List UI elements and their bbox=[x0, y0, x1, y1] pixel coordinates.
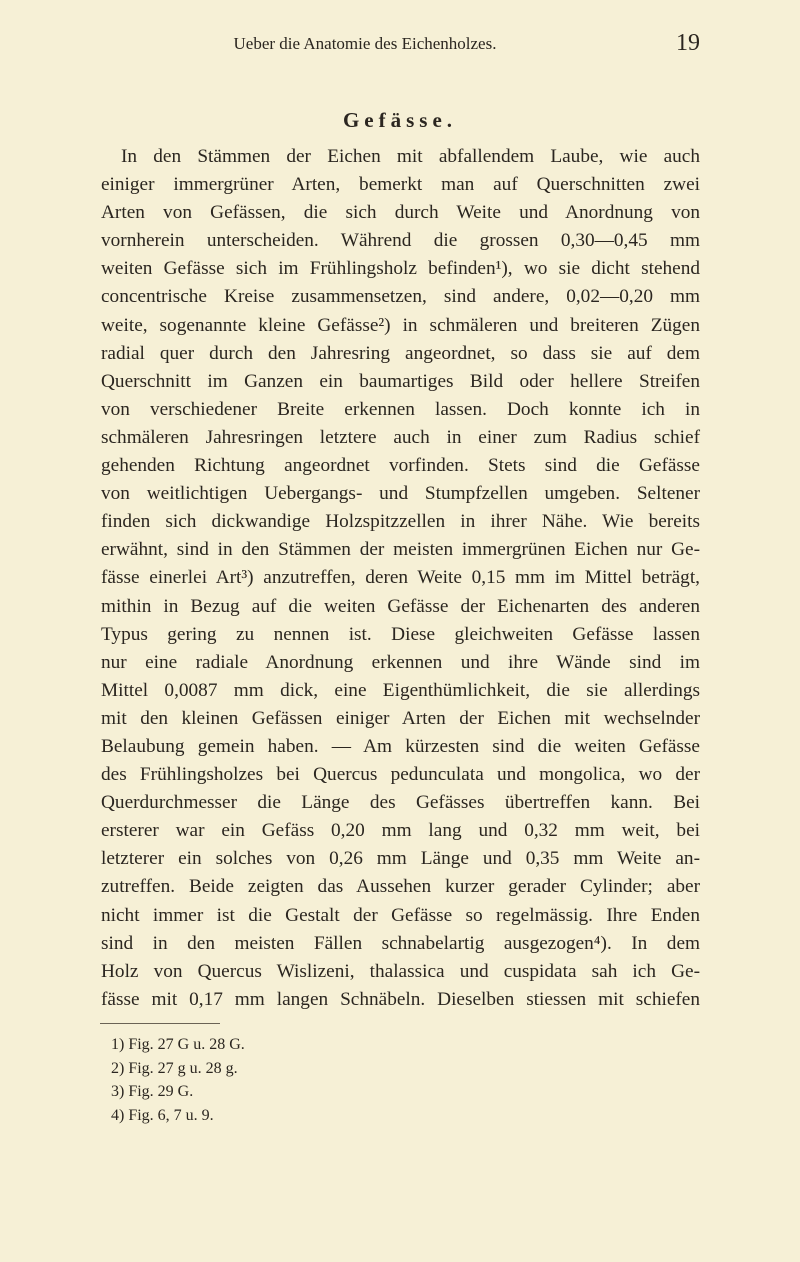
text-line: zutreffen. Beide zeigten das Aussehen kurzer gerader Cylinder; aber bbox=[101, 876, 700, 898]
footnotes bbox=[111, 1033, 245, 1127]
footnote: 2) Fig. 27 g u. 28 g. bbox=[111, 1059, 238, 1077]
text-line: In den Stämmen der Eichen mit abfallendem Laube, wie auch bbox=[121, 146, 700, 167]
text-line: von verschiedener Breite erkennen lassen. Doch konnte ich in bbox=[101, 398, 700, 420]
text-line: gehenden Richtung angeordnet vorfinden. Stets sind die Gefässe bbox=[101, 455, 700, 477]
text-line: Arten von Gefässen, die sich durch Weite und Anordnung von bbox=[101, 202, 700, 224]
footnote-divider bbox=[100, 1023, 220, 1024]
text-line: schmäleren Jahresringen letztere auch in einer zum Radius schief bbox=[101, 426, 700, 448]
footnote: 1) Fig. 27 G u. 28 G. bbox=[111, 1036, 245, 1053]
text-line: vornherein unterscheiden. Während die grossen 0,30—0,45 mm bbox=[101, 230, 700, 252]
text-line: mit den kleinen Gefässen einiger Arten der Eichen mit wechselnder bbox=[101, 707, 700, 729]
text-line: finden sich dickwandige Holzspitzzellen in ihrer Nähe. Wie bereits bbox=[101, 511, 700, 533]
text-line: letzterer ein solches von 0,26 mm Länge und 0,35 mm Weite an- bbox=[101, 848, 700, 870]
text-line: sind in den meisten Fällen schnabelartig ausgezogen⁴). In dem bbox=[101, 932, 700, 954]
text-line: des Frühlingsholzes bei Quercus pedunculata und mongolica, wo der bbox=[101, 764, 700, 786]
running-title: Ueber die Anatomie des Eichenholzes. bbox=[233, 34, 497, 53]
text-line: Querdurchmesser die Länge des Gefässes übertreffen kann. Bei bbox=[101, 792, 700, 814]
section-title: Gefässe. bbox=[342, 108, 458, 132]
footnote: 3) Fig. 29 G. bbox=[111, 1083, 194, 1100]
text-line: nicht immer ist die Gestalt der Gefässe so regelmässig. Ihre Enden bbox=[101, 904, 700, 926]
text-line: Querschnitt im Ganzen ein baumartiges Bild oder hellere Streifen bbox=[101, 370, 700, 392]
text-line: nur eine radiale Anordnung erkennen und ihre Wände sind im bbox=[101, 651, 700, 673]
text-line: Belaubung gemein haben. — Am kürzesten sind die weiten Gefässe bbox=[101, 735, 700, 757]
text-line: fässe einerlei Art³) anzutreffen, deren Weite 0,15 mm im Mittel beträgt, bbox=[101, 567, 700, 589]
text-line: von weitlichtigen Uebergangs- und Stumpfzellen umgeben. Seltener bbox=[101, 483, 700, 505]
text-line: radial quer durch den Jahresring angeordnet, so dass sie auf dem bbox=[101, 342, 700, 364]
body-text bbox=[101, 143, 700, 1014]
page-number: 19 bbox=[676, 30, 700, 56]
page-header bbox=[100, 32, 700, 58]
text-line: Mittel 0,0087 mm dick, eine Eigenthümlichkeit, die sie allerdings bbox=[101, 679, 700, 701]
text-line: fässe mit 0,17 mm langen Schnäbeln. Dieselben stiessen mit schiefen bbox=[101, 988, 700, 1010]
footnote: 4) Fig. 6, 7 u. 9. bbox=[111, 1106, 214, 1124]
text-line: erwähnt, sind in den Stämmen der meisten immergrünen Eichen nur Ge- bbox=[101, 539, 700, 561]
text-line: weiten Gefässe sich im Frühlingsholz befinden¹), wo sie dicht stehend bbox=[101, 258, 700, 280]
text-line: Holz von Quercus Wislizeni, thalassica und cuspidata sah ich Ge- bbox=[101, 960, 700, 982]
text-line: weite, sogenannte kleine Gefässe²) in schmäleren und breiteren Zügen bbox=[101, 314, 700, 336]
text-line: ersterer war ein Gefäss 0,20 mm lang und 0,32 mm weit, bei bbox=[101, 820, 700, 842]
text-line: einiger immergrüner Arten, bemerkt man auf Querschnitten zwei bbox=[101, 174, 700, 196]
text-line: Typus gering zu nennen ist. Diese gleichweiten Gefässe lassen bbox=[101, 623, 700, 645]
text-line: concentrische Kreise zusammensetzen, sind andere, 0,02—0,20 mm bbox=[101, 286, 700, 308]
text-line: mithin in Bezug auf die weiten Gefässe der Eichenarten des anderen bbox=[101, 595, 700, 617]
